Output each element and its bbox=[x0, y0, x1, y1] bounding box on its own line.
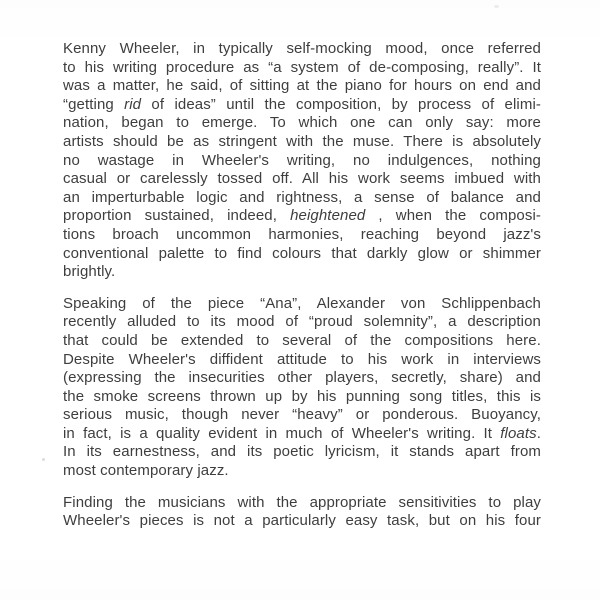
italic-text-segment: floats bbox=[500, 424, 537, 442]
text-line bbox=[63, 462, 541, 481]
text-segment: conventional palette to find colours that darkly glow or shimmer bbox=[63, 244, 541, 262]
text-line bbox=[63, 443, 541, 462]
text-line bbox=[63, 388, 541, 407]
text-line bbox=[63, 512, 541, 531]
paragraph bbox=[63, 40, 541, 282]
text-segment: to his writing procedure as “a system of de-composing, really”. It bbox=[63, 58, 541, 76]
text-line bbox=[63, 59, 541, 78]
text-segment: Speaking of the piece “Ana”, Alexander von Schlippenbach bbox=[63, 294, 541, 312]
scan-speck bbox=[494, 5, 499, 8]
text-segment: proportion sustained, indeed, bbox=[63, 207, 291, 225]
italic-text-segment: rid bbox=[124, 95, 142, 113]
text-segment: casual or carelessly tossed off. All his work seems imbued with bbox=[63, 170, 541, 188]
text-segment: “getting bbox=[63, 95, 125, 113]
text-line bbox=[63, 40, 541, 59]
text-line bbox=[63, 295, 541, 314]
text-line bbox=[63, 494, 541, 513]
paragraph bbox=[63, 295, 541, 481]
text-segment: (expressing the insecurities other players, secretly, share) and bbox=[63, 369, 541, 387]
text-segment: the smoke screens thrown up by his punning song titles, this is bbox=[63, 387, 541, 405]
text-segment: Wheeler's pieces is not a particularly easy task, but on his four bbox=[63, 512, 541, 530]
text-line bbox=[63, 425, 541, 444]
text-segment: nation, began to emerge. To which one can only say: more bbox=[63, 114, 541, 132]
text-segment: serious music, though never “heavy” or ponderous. Buoyancy, bbox=[63, 406, 541, 424]
text-line bbox=[63, 313, 541, 332]
text-segment: of ideas” until the composition, by process of elimi- bbox=[141, 95, 541, 113]
text-segment: In its earnestness, and its poetic lyricism, it stands apart from bbox=[63, 443, 541, 461]
text-segment: no wastage in Wheeler's writing, no indulgences, nothing bbox=[63, 151, 541, 169]
text-line bbox=[63, 351, 541, 370]
text-line bbox=[63, 332, 541, 351]
text-segment: recently alluded to its mood of “proud solemnity”, a description bbox=[63, 313, 541, 331]
text-line bbox=[63, 226, 541, 245]
text-line bbox=[63, 369, 541, 388]
text-segment: was a matter, he said, of sitting at the piano for hours on end and bbox=[63, 77, 541, 95]
text-line bbox=[63, 133, 541, 152]
text-segment: artists should be as stringent with the muse. There is absolutely bbox=[63, 132, 541, 150]
text-segment: . bbox=[536, 424, 541, 442]
text-line bbox=[63, 96, 541, 115]
paragraph bbox=[63, 494, 541, 531]
scan-speck bbox=[42, 458, 45, 461]
text-line bbox=[63, 207, 541, 226]
text-line bbox=[63, 77, 541, 96]
text-segment: an imperturbable logic and rightness, a sense of balance and bbox=[63, 188, 541, 206]
text-segment: most contemporary jazz. bbox=[63, 462, 229, 480]
text-line bbox=[63, 114, 541, 133]
text-line bbox=[63, 263, 541, 282]
text-segment: Despite Wheeler's diffident attitude to his work in interviews bbox=[63, 350, 541, 368]
text-block bbox=[63, 40, 541, 544]
text-segment: brightly. bbox=[63, 263, 116, 281]
text-segment: that could be extended to several of the compositions here. bbox=[63, 331, 541, 349]
text-segment: in fact, is a quality evident in much of Wheeler's writing. It bbox=[63, 424, 501, 442]
text-segment: tions broach uncommon harmonies, reaching beyond jazz's bbox=[63, 225, 541, 243]
text-segment: Kenny Wheeler, in typically self-mocking mood, once referred bbox=[63, 40, 541, 57]
text-line bbox=[63, 406, 541, 425]
text-segment: Finding the musicians with the appropriate sensitivities to play bbox=[63, 493, 541, 511]
text-line bbox=[63, 152, 541, 171]
text-line bbox=[63, 245, 541, 264]
italic-text-segment: heightened bbox=[290, 207, 366, 225]
text-line bbox=[63, 189, 541, 208]
text-segment: , when the composi- bbox=[365, 207, 542, 225]
text-line bbox=[63, 170, 541, 189]
